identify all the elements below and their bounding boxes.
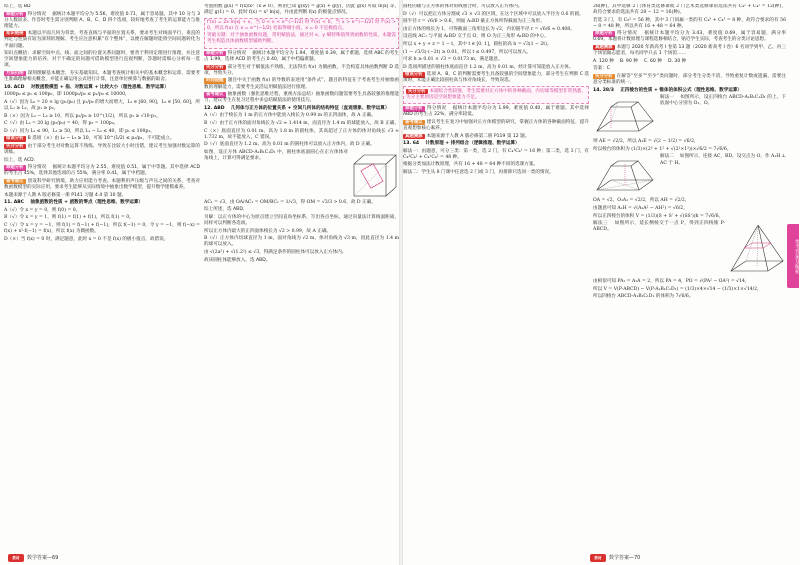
math-line: 另解：以正方体的中心为原点建立空间直角坐标系，写出各点坐标，通过向量法计算线面距离，同样可以判断各选项。: [204, 215, 399, 227]
section-tag: 命题分析: [405, 106, 423, 112]
section-tag: 备考建议: [405, 119, 423, 125]
math-line: (1 − √3/3)·(−2t) ≥ 0.01，所以 t ≤ 0.497，所以可以放入。: [403, 49, 532, 55]
math-line: A（√）因为 L₀ = 20 × lg (p₁/p₀) 且 p₁/p₀ 的增大而增大，L₁ ∈ [60, 90]，L₂ ∈ [50, 60]，所以 L₁ ≥ L₂，故 p₁ ≥ p₂。: [4, 99, 200, 111]
highlight-box: [403, 86, 589, 104]
side-tab: 参考答案及解析: [787, 224, 799, 288]
math-line: C（√）由 L₃ = 20 lg (p₃/p₀) = 40，得 p₃ = 100p₀。: [4, 121, 119, 127]
question-heading: 13. 64 计数原理 + 排列组合（逻辑推理、数学运算）: [403, 141, 520, 147]
text-line: 题目中关于函数 f(x) 的导数的表述用“条件式”，题目的特征在于考查考生对抽象函数的理解能力，需要考生灵活运用赋值法进行推理。: [204, 78, 399, 90]
text-line: 综上所述，选 ABD.: [204, 207, 245, 213]
math-line: 解法一 如图所示，设正四棱台 ABCD-A₁B₁C₁D₁ 的上、下底面中心分别为 O₁、O。: [660, 95, 786, 107]
math-line: 所以棱台的体积为 (1/3)×(2² + 1² + √(2²×1²))×√6/2 = 7√6/6。: [593, 146, 732, 152]
column-1: [4, 4, 200, 549]
section-tag: 真题溯源: [595, 45, 613, 51]
section-tag: 命题分析: [595, 31, 613, 37]
math-line: AC₁ = √3，由 OA/AC₁ = OM/BC₁ = 1/√3，得 OM = √3/3 > 0.6，故 D 正确。: [204, 199, 376, 205]
math-line: 考虑函数 g(x) = f(x)/x²（x ≠ 0），则由已知 g(xy) = g(x) + g(y)，因此 g(x) 可取 ln|x| 等，满足 g(1) = 0，此时 f(x) = x² ln|x|，并由此判断 f(x) 的极值点情况。: [204, 4, 399, 16]
math-line: 如图，设正方体 ABCD-A₁B₁C₁D₁ 中，圆柱体底面圆心在正方体体对角线上，计算可得满足要求。: [204, 149, 348, 161]
question-heading: 10. ACD 对数函数模型 + 指、对数运算 + 比较大小（理性思维、数学运算）: [4, 84, 169, 90]
math-line: C（×）底面直径为 0.01 m、高为 1.8 m 的圆柱体，其高超过了正方体的体对角线长 √3 ≈ 1.732 m，故不能放入，C 错误。: [204, 128, 399, 140]
section-tag: 方法归纳: [6, 70, 24, 76]
text-line: 答案：C: [593, 66, 610, 72]
publisher-logo: 教材: [590, 554, 606, 562]
math-line: D（×）当 f(x) = 0 时，满足题意，此时 x = 0 不是 f(x) 的极小值点，故错误。: [4, 236, 169, 242]
column-3: [403, 4, 589, 549]
section-tag: 知识链接: [6, 31, 24, 37]
text-line: 得分情况 据统计本题平均分为 3.43，难度值 0.69，属于容易题，满分率 0.69。本题将计数原理与课程选修相结合，贴近学生实际，考查考生的分类讨论思想。: [593, 31, 786, 43]
text-line: 本题综合性较强，考生需要对正方体中的各种截面、内切球等模型非常熟悉，失分主要原因是空间想象能力不足。: [406, 88, 586, 100]
math-line: D（√）可以把正方体分割成 √3 × √3 的区域，在这个区域中可以放入半径为 0.6 的圆。: [403, 11, 584, 17]
pyramid-figure: [728, 223, 786, 277]
section-tag: 备考建议: [206, 92, 224, 98]
math-line: B（√）令 x = y = 1，则 f(1) = f(1) + f(1)，所以 f(1) = 0。: [4, 215, 134, 221]
text-line: 深刻理解基本概念，夯实基础知识。本题考查统计相关中的基本概念和运算，需要考生准确理解相关概念，并能正确运用公式进行计算，注意单位换算与数据的取舍。: [4, 70, 200, 83]
math-line: B（√）正方体内切球直径为 1 m，面对角线为 √2 m，体对角线为 √3 m，因此直径为 1.4 m 的球可以放入。: [204, 236, 399, 248]
math-line: OA = √2，O₁A₁ = √2/2，所以 AH = √2/2，: [593, 198, 690, 204]
section-tag: 真题溯源: [405, 133, 423, 139]
text-line: 综上，选 BD: [4, 4, 31, 9]
section-tag: 命题分析: [206, 51, 224, 57]
section-tag: 错误分析: [6, 136, 24, 142]
math-line: 所以 V = V(P-ABCD) − V(P-A₁B₁C₁D₁) = (1/3)×4×√14 − (1/3)×1×√14/2，: [593, 286, 762, 292]
section-tag: 备考建议: [6, 178, 24, 184]
text-line: 故该圆柱体能够放入，选 ABD。: [204, 257, 271, 263]
section-tag: 失分分析: [595, 73, 613, 79]
text-line: 得分情况 据统计本题平均分为 1.99，难度值 0.40，属于难题。其中选择 ABD 的考生占 22%，满分率较低。: [403, 106, 589, 118]
section-tag: 错误分析: [405, 72, 423, 78]
math-line: A（√）由于棱长为 1 m 的正方体中能放入棱长为 0.99 m 的正四面体，故 A 正确。: [204, 113, 376, 119]
text-line: 得分情况 据统计本题平均分为 2.55，难度值 0.51，属于中等题。其中选择 ACD 的考生占 45%，选择其他选项的占 55%，满分率 0.41，属于中档题。: [4, 165, 200, 177]
math-line: D 选项所描述的圆柱体底面直径 1.2 m，高为 0.01 m，经计算可知能放入正方体。: [403, 64, 574, 70]
section-tag: 失分分析: [206, 64, 224, 70]
text-line: 本题来源于人教 A 版必修第一册 P141 习题 4.4 第 10 题。: [4, 192, 127, 198]
question-heading: 12. ABD 几何体与正方体的位置关系 + 空间几何体的结构特征（直观想象、数学运算）: [204, 105, 390, 111]
text-line: 抽象函数（强化思维过程，重视方法总结）抽象函数问题需要考生具备较强的推理能力，建议考生在复习过程中多总结赋值法的使用技巧。: [204, 92, 399, 104]
math-line: 所以 x + y + z = 1 − t，其中 t ∈ [0, 1]，圆柱的高 h = √3(1 − 2t)。: [403, 41, 552, 47]
math-line: 由正方体的棱长为 1，可得截面三角形边长为 √2，内切圆半径 r = √6/6 ≈ 0.408。: [403, 26, 575, 32]
text-line: 得分情况 据统计本题平均分为 5.56，难度值 0.71，属于容易题。其中 10 分与 3 分人数较多。作答时考生需分别判断 A、B、C、D 四个选项，较好地考查了考生的运算能力与推理能力。: [4, 11, 200, 29]
text-line: 得分情况 据统计本题平均分为 1.94，难度值 0.39，属于难题，选择 ABC 的考生占 1.99，选择 ACD 的考生占 0.40，属于中档偏难题。: [204, 51, 399, 63]
section-tag: 命题分析: [6, 165, 24, 171]
text-line: 突破关键：对于抽象函数问题，常用赋值法，通过对 x、y 赋特殊值得到函数的性质，本题需考生构造具体函数模型辅助判断。: [207, 33, 396, 45]
math-line: 所以四棱台 ABCD-A₁B₁C₁D₁ 的体积为 7√6/6。: [593, 294, 694, 300]
text-line: 部分考生对于赋值法不熟练，无法得出 f(x) 为偶函数，不会构造具体函数判断 D 选项，导致失分。: [204, 64, 399, 76]
math-line: 所以正方体内最大的正四面体棱长为 √2 > 0.99，故 A 正确。: [204, 228, 332, 234]
footer-right: [590, 551, 640, 565]
question-heading: 14. 28/3 正四棱台的性质 + 锥体的体积公式（理性思维、数学运算）: [593, 87, 743, 93]
math-line: 28(种)，其中选修 2 门体育类选修课或 2 门艺术类选修课的选法共有 C₄² + C₄² = 12(种)，故符合要求的选法共有 28 − 12 = 16(种)。: [593, 4, 786, 16]
math-line: 则 AE = √2/2，所以 A₁E = √(2 − 1/2) = √6/2，: [593, 139, 699, 145]
math-line: 圆半径 r = √6/6 > 0.6，则面 A₁BD 截正方体所得截面为正三角形。: [403, 19, 545, 25]
text-line: 由于部分考生对对数运算不熟练，导致在比较大小时出错，建议考生加强对数运算的训练。: [4, 143, 200, 155]
text-line: 本题与 2020 年新高考 I 卷第 13 题（2020 新高考 I 卷）6 名同学到甲、乙、丙三个场馆做志愿者，每名同学只去 1 个场馆……: [593, 45, 786, 57]
math-line: D（√）底面直径为 1.2 m、高为 0.01 m 的圆柱体可以放入正方体内，故 D 正确。: [204, 142, 375, 148]
right-page: [403, 4, 786, 549]
math-line: B（√）由于正方体的面对角线长为 √2 ≈ 1.414 m，而直径为 1.4 m 的球能放入，故 B 正确。: [204, 121, 399, 126]
frustum-figure-1: [593, 97, 657, 137]
text-line: A. 120 种 B. 90 种 C. 60 种 D. 30 种: [593, 58, 687, 64]
math-line: 根据分类加法计数原理，共有 16 + 48 = 64 种不同的选课方案。: [403, 162, 539, 168]
text-line: 综上，选 ACD.: [4, 157, 36, 163]
text-line: 知识点概括：求解空间中点、线、面之间的位置关系问题时，要善于利用定理进行推理，并注意空间想象能力的培养，对于不确定的问题可借助模型进行直观判断，答题时需细心分析每一选项。: [4, 51, 200, 69]
left-page: [4, 4, 399, 549]
page-number: 数学答案—69: [27, 554, 59, 561]
footer-left: [8, 551, 58, 565]
text-line: 选项 A、B、C 的判断需要考生具备较强的空间想象能力，部分考生在判断 C 选项时，未能正确比较圆柱高与体对角线长，导致误选。: [403, 72, 589, 84]
question-heading: 11. ABC 抽象函数的性质 + 函数的零点（理性思维、数学运算）: [4, 200, 144, 206]
math-line: 解法一：由题意，可分三类：第一类，选 2 门，有 C₄¹C₄¹ = 16 种；第二类，选 3 门，有 C₄²C₄¹ + C₄¹C₄² = 48 种。: [403, 148, 589, 160]
math-line: 所以正四棱台的体积 V = (1/3)(S + S' + √(SS'))h = 7√6/6。: [593, 213, 724, 219]
publisher-logo: 教材: [8, 554, 24, 562]
math-line: 由题意可知 A₁H = √(A₁A² − AH²) = √6/2，: [593, 206, 688, 211]
math-line: C（√）令 x = y = −1，则 f(1) = f(−1) + f(−1)，所以 f(−1) = 0，令 y = −1，则 f(−x) = f(x) + x²·f(−1) = f(x)，所以 f(x) 为偶函数。: [4, 222, 200, 234]
math-line: 设直线 AC₁ 与平面 A₁BD 交于点 O，则 O 为正三角形 A₁BD 的中心。: [403, 34, 549, 40]
text-line: 建议考生在复习中加强对正方体模型的研究，掌握正方体的各种截面特征，提升直观想象核心素养。: [403, 119, 589, 131]
math-line: 圆柱的轴与正方体的体对角线重合时，可以放入正方体内。: [403, 4, 523, 9]
math-line: 1000p₀ ≤ p₁ ≤ 100p₀，即 1000p₀/p₀ ≤ p₁/p₀ ≤ 10000，: [4, 92, 130, 98]
page-number: 数学答案—70: [609, 554, 641, 561]
math-line: 解法二 如图所示，连接 AC，BD，设交点为 O，作 A₁H ⊥ AC 于 H。: [660, 154, 786, 166]
math-line: 解法三 如图所示，延长侧棱交于一点 P，得到正四棱锥 P-ABCD。: [593, 221, 725, 233]
section-tag: 命题分析: [6, 11, 24, 17]
cube-figure: [351, 152, 399, 198]
math-line: 解法二：学生从 8 门课中任意选 2 门或 3 门，再排除只选同一类的情况。: [403, 170, 554, 176]
math-line: B（×）因为 L₂ − L₃ ≥ 10，所以 p₂/p₃ ≥ 10^(1/2)，所以 p₂ ≥ √10·p₃。: [4, 113, 161, 119]
frustum-figure-2: [593, 156, 657, 196]
text-line: f'(x) = 2x ln|x| + x，当 0 < x < e^(−1/2) 时 f'(x) < 0，当 x > e^(−1/2) 时 f'(x) > 0，所以 f(x) 在 x = e^(−1/2) 处取得极小值，x = 0 不是极值点。: [207, 20, 396, 32]
column-4: [593, 4, 786, 549]
section-tag: 失分分析: [6, 143, 24, 149]
math-line: 由 √(2a²) + √(1.2²) ≤ √3，得满足条件的圆柱体可以放入正方体内。: [204, 250, 347, 256]
math-line: A（√）令 x = y = 0，则 f(0) = 0。: [4, 207, 81, 213]
section-tag: 时间提醒: [206, 78, 224, 84]
text-line: 本题来源于人教 A 版必修第二册 P119 第 12 题。: [426, 133, 530, 139]
math-line: 可求 h ≥ 0.01 × √3 = 0.0173 m，满足题意。: [403, 57, 503, 63]
math-line: 由相似可知 PA₁ = A₁A = 2，所以 PA = 4，PO = √(PA² − OA²) = √14，: [593, 279, 750, 285]
highlight-box: [204, 18, 399, 49]
column-2: [204, 4, 399, 549]
text-line: 创设科学研究情境，助力应用能力考查。本题利用声压级与声压之间的关系，考查对数函数模型的实际应用，要求考生能够从实际情境中抽象出数学模型，提升数学建模素养。: [4, 178, 200, 190]
text-line: 在解答“至多”“至少”类问题时，部分考生分类不清，导致重复计数或遗漏，需要注意分类标准的统一。: [593, 73, 786, 86]
text-line: 本题以平面几何为背景，考查直线与平面的位置关系，要求考生对线面平行、垂直的判定与性质有较为深刻的理解。考生应注意积累“有个整体”，以便在解题时能将空间问题转化为平面问题。: [4, 31, 200, 49]
math-line: 若选 3 门，有 C₈³ = 56 种，其中 3 门同属一类的有 C₄³ + C₄³ = 8 种，故符合要求的有 56 − 8 = 48 种，所以共有 16 + 48 = 64 种。: [593, 17, 786, 29]
text-line: B 选项（×）由 L₂ − L₃ ≥ 10，可知 10^(1/2) ≤ p₂/p₃，不可能成立。: [27, 136, 175, 142]
section-tag: 失分分析: [408, 88, 426, 94]
math-line: D（√）因为 L₁ ≤ 90，L₂ ≥ 50，所以 L₁ − L₂ ≤ 40，即 p₁ ≤ 100p₂。: [4, 128, 155, 134]
